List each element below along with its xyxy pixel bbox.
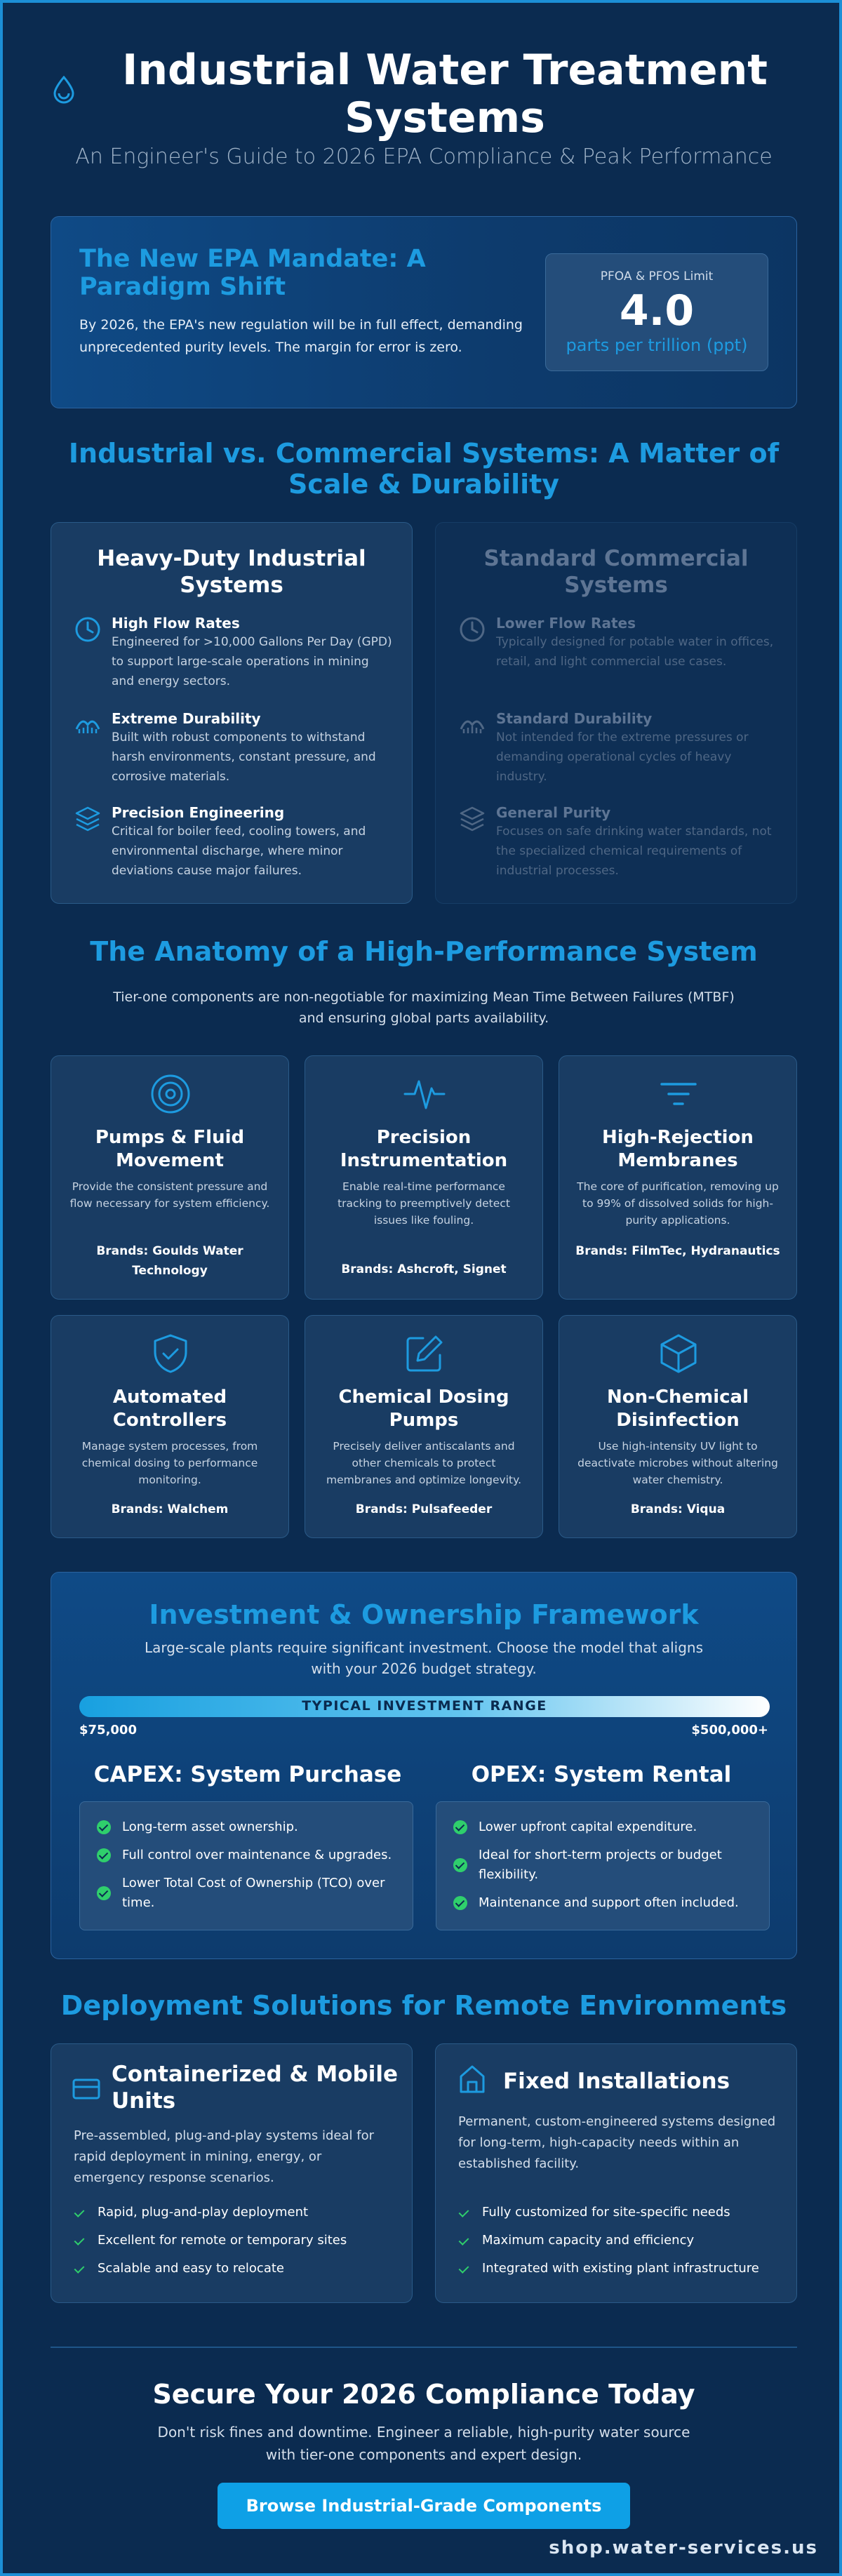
component-text: Use high-intensity UV light to deactivate microbes without altering water chemistry. (577, 1440, 778, 1486)
mobile-text: Pre-assembled, plug-and-play systems ideal for rapid deployment in mining, energy, or emergency response scenarios. (74, 2128, 375, 2185)
component-card (305, 1055, 543, 1300)
divider (51, 2347, 797, 2348)
feature-text: Not intended for the extreme pressures or demanding operational cycles of heavy industry. (496, 730, 749, 784)
fixed-title: Fixed Installations (503, 2069, 730, 2094)
list-item: Integrated with existing plant infrastructure (460, 2259, 759, 2278)
limit-value: 4.0 (619, 286, 695, 335)
list-item: Maintenance and support often included. (453, 1893, 758, 1913)
cta-text: Don't risk fines and downtime. Engineer a reliable, high-purity water source with tier-one components and expert design. (157, 2424, 690, 2463)
feature-item (458, 803, 778, 881)
component-brands: Brands: Walchem (111, 1502, 229, 1516)
mobile-units-card (51, 2043, 413, 2303)
feature-title: Precision Engineering (112, 804, 285, 821)
feature-text: Built with robust components to withstand harsh environments, constant pressure, and corrosive materials. (112, 730, 376, 784)
list-item: Fully customized for site-specific needs (460, 2203, 730, 2222)
list-item: Full control over maintenance & upgrades. (97, 1846, 401, 1865)
opex-title: OPEX: System Rental (471, 1762, 732, 1787)
check-icon (74, 2263, 85, 2274)
check-icon (74, 2207, 85, 2217)
gauge-icon (458, 615, 486, 643)
component-title: Pumps & Fluid Movement (95, 1127, 245, 1171)
component-title: Automated Controllers (112, 1387, 227, 1431)
capex-box (79, 1801, 413, 1930)
home-icon (458, 2064, 486, 2095)
epa-heading: The New EPA Mandate: A Paradigm Shift (79, 245, 426, 301)
investment-panel (51, 1572, 797, 1959)
epa-mandate-panel (51, 216, 797, 408)
feature-item (74, 803, 394, 881)
list-item: Lower Total Cost of Ownership (TCO) over time. (97, 1874, 401, 1913)
component-title: Non-Chemical Disinfection (606, 1387, 749, 1431)
feature-title: Extreme Durability (112, 710, 261, 727)
gauge-icon (74, 615, 102, 643)
check-circle-icon (97, 1886, 111, 1900)
list-item: Ideal for short-term projects or budget flexibility. (453, 1846, 758, 1885)
component-card (51, 1055, 289, 1300)
range-max: $500,000+ (691, 1723, 768, 1737)
feature-item (74, 614, 394, 691)
check-circle-icon (453, 1858, 467, 1872)
anatomy-desc: Tier-one components are non-negotiable for maximizing Mean Time Between Failures (MTBF) and ensuring global parts availability. (113, 989, 735, 1026)
feature-item (74, 709, 394, 787)
deployment-title: Deployment Solutions for Remote Environments (60, 1990, 787, 2021)
anatomy-title: The Anatomy of a High-Performance System (90, 936, 758, 967)
browse-components-button[interactable]: Browse Industrial-Grade Components (218, 2483, 630, 2529)
list-item: Lower upfront capital expenditure. (453, 1817, 758, 1837)
list-item: Scalable and easy to relocate (75, 2259, 284, 2278)
range-min: $75,000 (79, 1723, 137, 1737)
feature-title: High Flow Rates (112, 615, 240, 632)
check-circle-icon (453, 1820, 467, 1834)
check-circle-icon (453, 1896, 467, 1910)
component-card (559, 1055, 797, 1300)
list-item: Excellent for remote or temporary sites (75, 2231, 347, 2250)
cta-title: Secure Your 2026 Compliance Today (152, 2379, 695, 2410)
industrial-title: Heavy-Duty Industrial Systems (97, 546, 366, 598)
component-text: Manage system processes, from chemical dosing to performance monitoring. (81, 1440, 258, 1486)
target-icon (149, 1073, 192, 1115)
component-card (559, 1315, 797, 1538)
component-brands: Brands: FilmTec, Hydranautics (575, 1244, 780, 1258)
check-circle-icon (97, 1820, 111, 1834)
comparison-title: Industrial vs. Commercial Systems: A Matter of Scale & Durability (68, 438, 780, 500)
durability-icon (458, 711, 486, 739)
feature-text: Focuses on safe drinking water standards, not the specialized chemical requirements of industrial processes. (496, 825, 772, 878)
layers-icon (74, 805, 102, 833)
component-text: Precisely deliver antiscalants and other chemicals to protect membranes and optimize longevity. (326, 1440, 522, 1486)
check-icon (459, 2207, 469, 2217)
check-icon (459, 2235, 469, 2245)
component-brands: Brands: Pulsafeeder (355, 1502, 493, 1516)
fixed-installations-card (435, 2043, 797, 2303)
commercial-title: Standard Commercial Systems (483, 546, 749, 598)
check-icon (459, 2263, 469, 2274)
cube-icon (657, 1333, 700, 1375)
investment-desc: Large-scale plants require significant investment. Choose the model that aligns with your 2026 budget strategy. (144, 1639, 704, 1677)
component-text: Enable real-time performance tracking to preemptively detect issues like fouling. (338, 1180, 510, 1227)
limit-label: PFOA & PFOS Limit (600, 269, 714, 283)
component-title: Chemical Dosing Pumps (338, 1387, 509, 1431)
feature-text: Engineered for >10,000 Gallons Per Day (GPD) to support large-scale operations in mining and energy sectors. (112, 635, 392, 688)
epa-text: By 2026, the EPA's new regulation will be in full effect, demanding unprecedented purity levels. The margin for error is zero. (79, 317, 523, 355)
list-item: Rapid, plug-and-play deployment (75, 2203, 308, 2222)
limit-unit: parts per trillion (ppt) (566, 335, 748, 355)
component-brands: Brands: Goulds Water Technology (96, 1244, 243, 1278)
opex-box (436, 1801, 770, 1930)
feature-text: Typically designed for potable water in offices, retail, and light commercial use cases. (496, 635, 774, 669)
list-item: Maximum capacity and efficiency (460, 2231, 694, 2250)
feature-title: Lower Flow Rates (496, 615, 636, 632)
component-card (51, 1315, 289, 1538)
check-icon (74, 2235, 85, 2245)
site-url[interactable]: shop.water-services.us (549, 2537, 818, 2558)
container-icon (72, 2078, 100, 2100)
investment-title: Investment & Ownership Framework (149, 1599, 699, 1630)
capex-title: CAPEX: System Purchase (93, 1762, 402, 1787)
component-title: High-Rejection Membranes (602, 1127, 754, 1171)
feature-item (458, 709, 778, 787)
page-title: Industrial Water Treatment Systems (122, 46, 768, 142)
component-card (305, 1315, 543, 1538)
commercial-card (435, 522, 797, 904)
industrial-card (51, 522, 413, 904)
list-item: Long-term asset ownership. (97, 1817, 401, 1837)
investment-range-bar (79, 1696, 770, 1717)
layers-icon (458, 805, 486, 833)
feature-item (458, 614, 778, 672)
edit-icon (403, 1333, 446, 1375)
component-brands: Brands: Viqua (630, 1502, 726, 1516)
limit-box (545, 253, 768, 371)
feature-title: Standard Durability (496, 710, 653, 727)
check-circle-icon (97, 1848, 111, 1862)
range-label: TYPICAL INVESTMENT RANGE (302, 1698, 547, 1714)
component-text: The core of purification, removing up to 99% of dissolved solids for high-purity applications. (577, 1180, 779, 1227)
component-title: Precision Instrumentation (340, 1127, 508, 1171)
filter-icon (657, 1073, 700, 1115)
component-brands: Brands: Ashcroft, Signet (341, 1262, 507, 1276)
fixed-text: Permanent, custom-engineered systems designed for long-term, high-capacity needs within an established facility. (458, 2114, 776, 2171)
pulse-icon (403, 1073, 446, 1115)
durability-icon (74, 711, 102, 739)
shield-check-icon (149, 1333, 192, 1375)
water-drop-icon (52, 76, 76, 104)
page-subtitle: An Engineer's Guide to 2026 EPA Compliance & Peak Performance (75, 145, 773, 169)
mobile-title: Containerized & Mobile Units (112, 2062, 398, 2114)
feature-text: Critical for boiler feed, cooling towers, and environmental discharge, where minor deviations cause major failures. (112, 825, 366, 878)
component-text: Provide the consistent pressure and flow necessary for system efficiency. (69, 1180, 270, 1210)
feature-title: General Purity (496, 804, 611, 821)
